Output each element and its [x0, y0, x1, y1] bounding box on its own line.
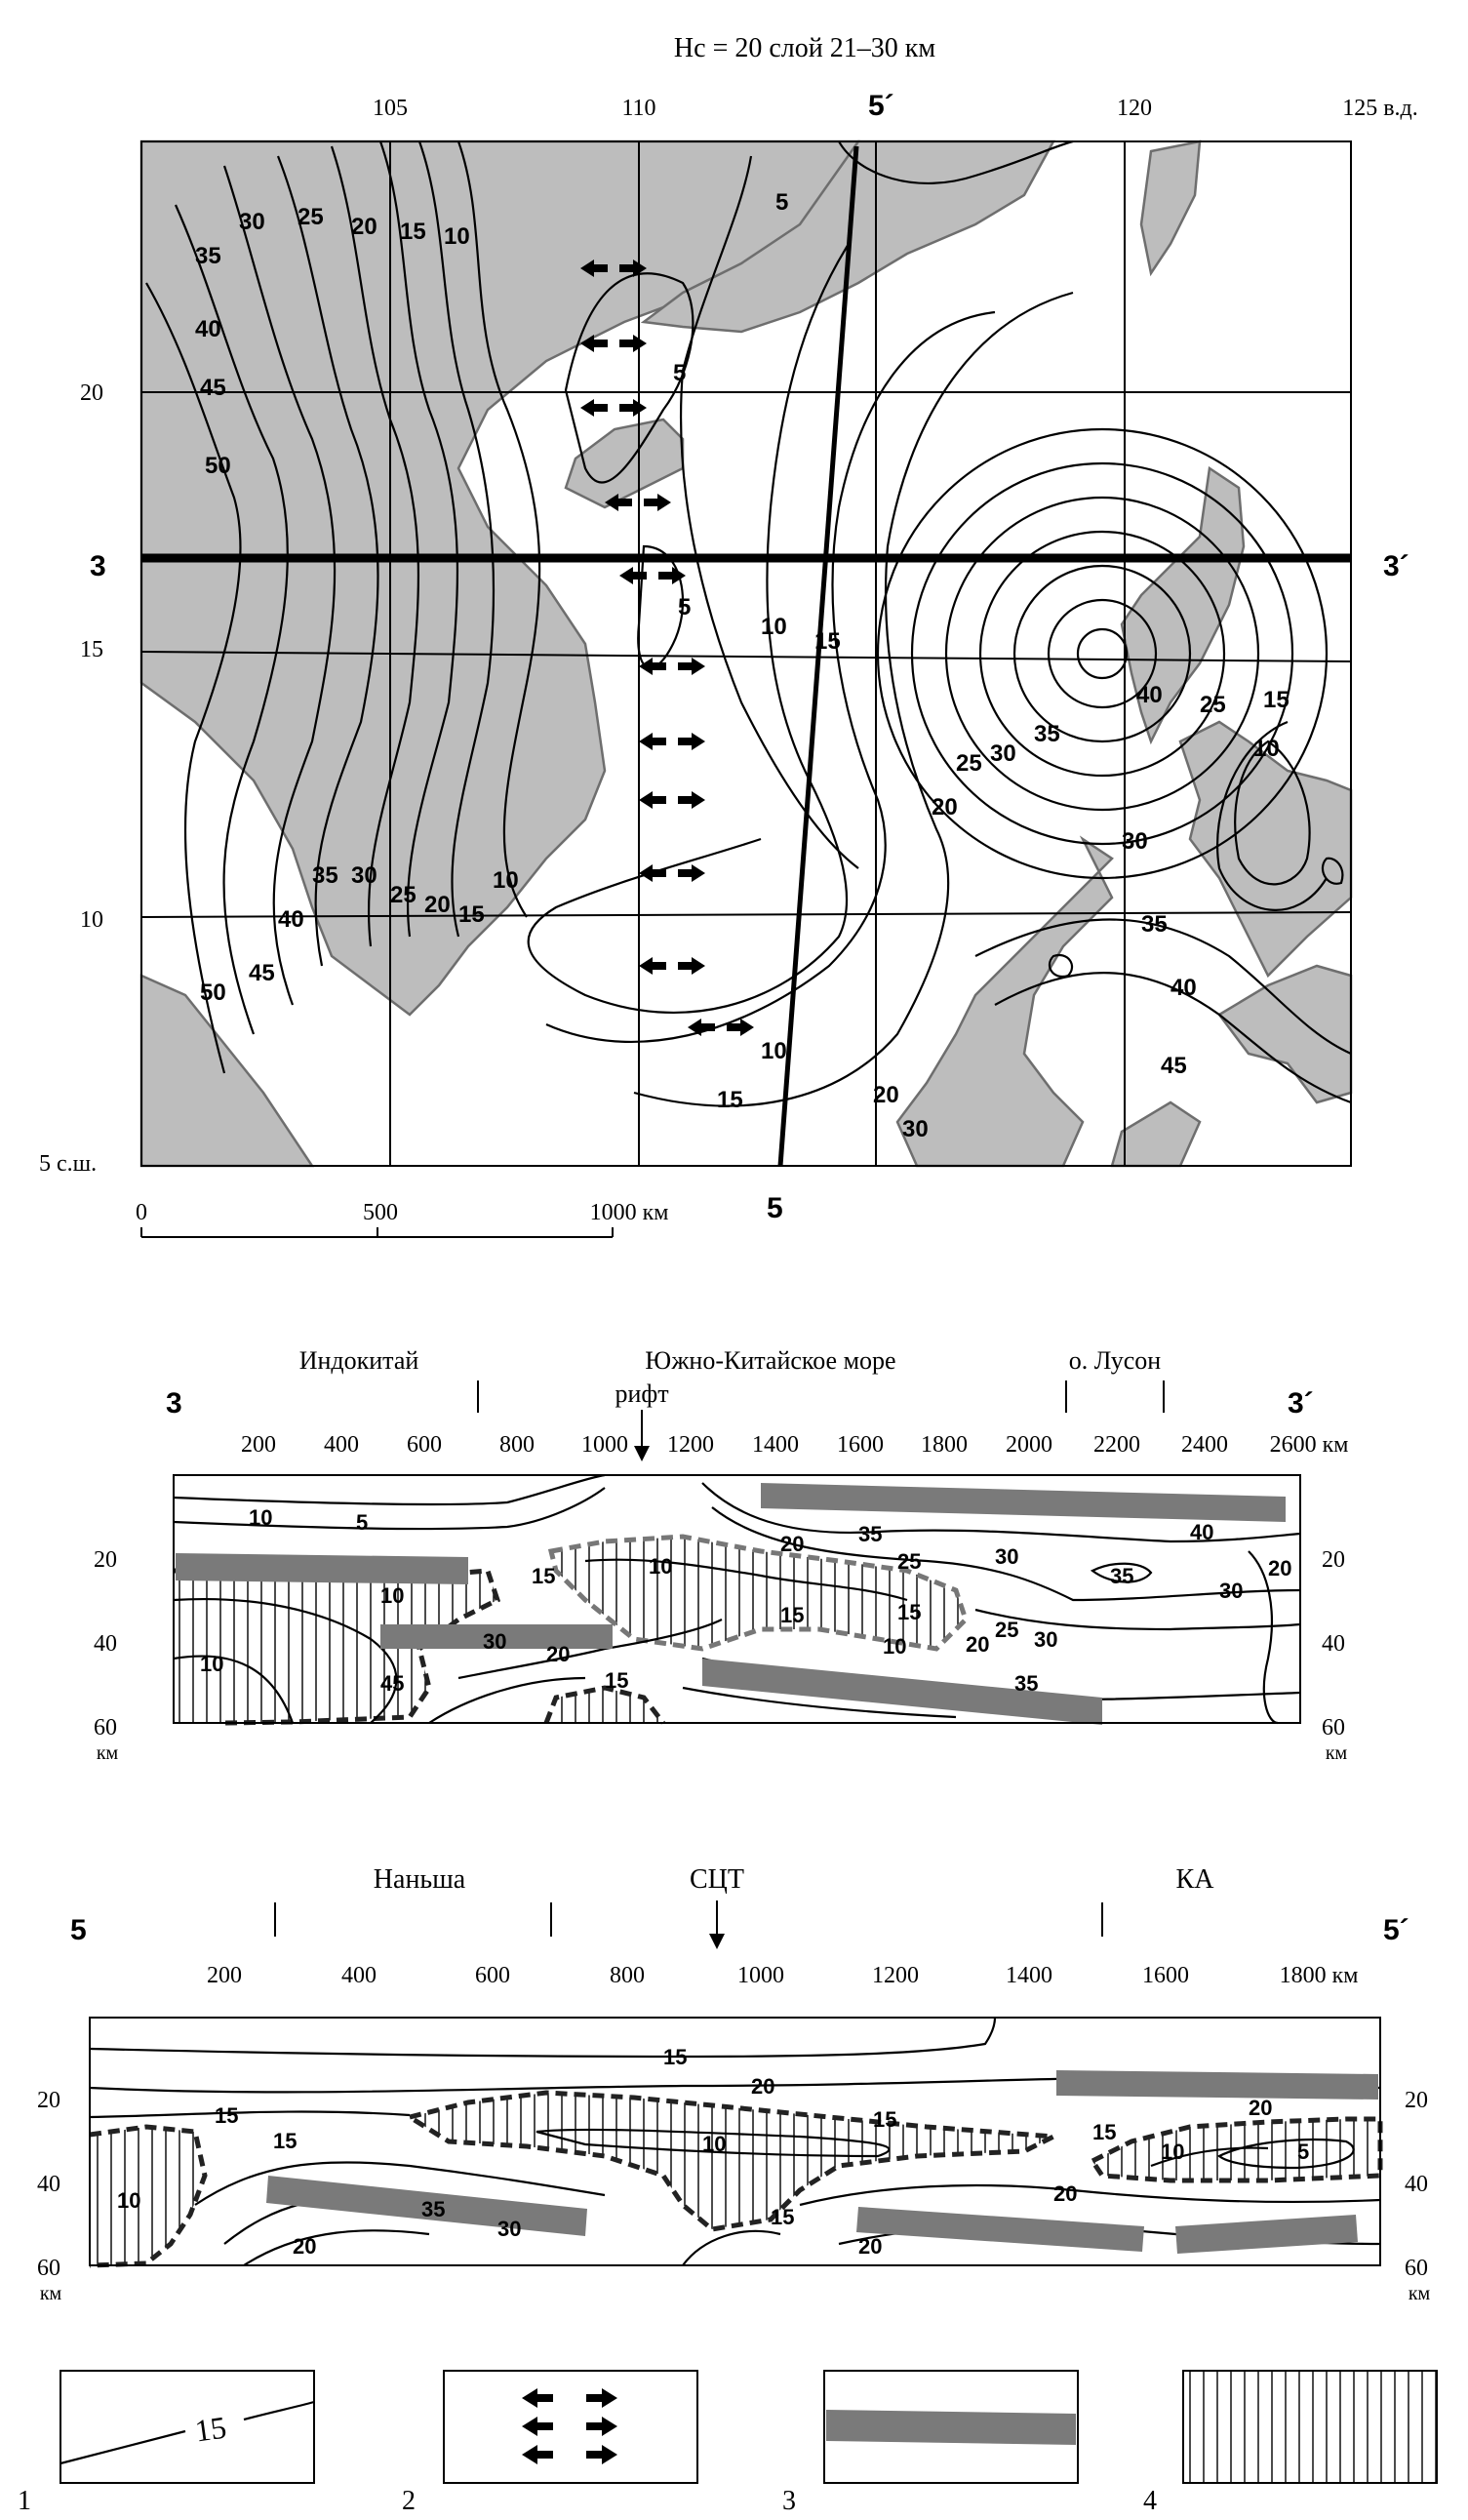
distance-tick: 1000: [737, 1963, 784, 1988]
depth-tick: 40: [94, 1631, 117, 1657]
contour-label: 35: [858, 1522, 883, 1546]
contour-label: 35: [1110, 1564, 1134, 1588]
distance-tick: 2200: [1093, 1432, 1140, 1458]
lat-label-15: 15: [80, 637, 103, 662]
depth-tick: 20: [1322, 1547, 1345, 1573]
contour-label: 45: [1161, 1053, 1187, 1079]
region-label-indochina: Индокитай: [298, 1346, 419, 1375]
section3-distance-ticks: [241, 1432, 1348, 1458]
contour-label: 45: [200, 375, 226, 401]
map-area: [141, 141, 1351, 1166]
legend-item-band: [782, 2371, 1078, 2516]
region-label-sct: СЦТ: [690, 1864, 744, 1895]
contour-label: 5: [673, 360, 687, 386]
contour-label: 15: [717, 1087, 743, 1113]
contour-label: 5: [1297, 2140, 1310, 2164]
seismic-band: [176, 1553, 468, 1584]
contour-label: 30: [497, 2217, 522, 2241]
contour-label: 20: [780, 1532, 805, 1556]
contour-label: 5: [775, 189, 789, 216]
region-label-ka: КА: [1175, 1864, 1214, 1895]
contour-label: 15: [780, 1603, 805, 1627]
section5-plot: [90, 2018, 1380, 2265]
profile-3-left-label: 3: [90, 550, 106, 582]
distance-tick: 1600: [1142, 1963, 1189, 1988]
contour-label: 35: [421, 2197, 446, 2221]
contour-label: 35: [1034, 721, 1060, 747]
legend-number: 2: [402, 2486, 416, 2516]
contour-label: 20: [751, 2074, 775, 2099]
depth-tick: 20: [1405, 2088, 1428, 2113]
contour-label: 15: [605, 1668, 629, 1693]
lat-label-20: 20: [80, 380, 103, 406]
legend-item-isoline: [18, 2371, 314, 2516]
lon-label-110: 110: [621, 96, 656, 121]
region-label-scs: Южно-Китайское море: [645, 1346, 896, 1375]
contour-label: 20: [1268, 1556, 1292, 1580]
legend: [18, 2371, 1437, 2516]
contour-label: 10: [649, 1554, 673, 1579]
region-label-rift: рифт: [615, 1380, 669, 1408]
contour-label: 10: [1161, 2140, 1185, 2164]
region-label-nansha: Наньша: [373, 1864, 466, 1895]
distance-tick: 2400: [1181, 1432, 1228, 1458]
distance-tick: 1800: [921, 1432, 968, 1458]
depth-tick: 20: [37, 2088, 60, 2113]
depth-unit: км: [96, 1742, 119, 1764]
section-3: [94, 1346, 1348, 1764]
distance-tick: 1200: [872, 1963, 919, 1988]
contour-label: 25: [390, 882, 417, 908]
legend-item-arrows: [402, 2371, 697, 2516]
distance-tick: 1600: [837, 1432, 884, 1458]
depth-tick: 60: [1322, 1715, 1345, 1740]
legend-number: 4: [1143, 2486, 1157, 2516]
legend-isoline-sample: 15: [192, 2409, 229, 2449]
lon-label-105: 105: [373, 96, 408, 121]
contour-label: 15: [663, 2045, 688, 2069]
contour-label: 45: [380, 1671, 405, 1696]
section3-start-label: 3: [166, 1387, 182, 1420]
contour-label: 25: [298, 204, 324, 230]
contour-label: 40: [1190, 1520, 1214, 1544]
distance-tick: 600: [475, 1963, 510, 1988]
scale-bar: [136, 1200, 668, 1237]
depth-tick: 40: [1322, 1631, 1345, 1657]
lon-label-125: 125 в.д.: [1342, 96, 1418, 121]
contour-label: 10: [883, 1634, 907, 1659]
lat-label-10: 10: [80, 907, 103, 933]
region-label-luzon: о. Лусон: [1068, 1346, 1162, 1375]
contour-label: 20: [351, 214, 377, 240]
contour-label: 25: [1200, 692, 1226, 718]
distance-tick: 1800 км: [1279, 1963, 1359, 1988]
contour-label: 5: [678, 594, 692, 620]
depth-tick: 20: [94, 1547, 117, 1573]
contour-label: 35: [195, 243, 221, 269]
contour-label: 10: [249, 1505, 273, 1530]
distance-tick: 1400: [752, 1432, 799, 1458]
distance-tick: 200: [207, 1963, 242, 1988]
contour-label: 50: [200, 980, 226, 1006]
map-panel: [39, 33, 1418, 1237]
contour-label: 10: [117, 2188, 141, 2213]
distance-tick: 1200: [667, 1432, 714, 1458]
contour-label: 45: [249, 960, 275, 986]
contour-label: 15: [400, 219, 426, 245]
distance-tick: 1400: [1006, 1963, 1052, 1988]
contour-label: 10: [702, 2132, 727, 2156]
map-title: Hc = 20 слой 21–30 км: [673, 33, 936, 63]
scale-label-500: 500: [363, 1200, 398, 1225]
contour-label: 20: [873, 1082, 899, 1108]
contour-label: 30: [1219, 1579, 1244, 1603]
contour-label: 30: [990, 740, 1016, 767]
profile-5-top-label: 5´: [868, 90, 894, 122]
contour-label: 15: [814, 628, 841, 655]
section5-end-label: 5´: [1383, 1914, 1409, 1946]
contour-label: 30: [483, 1629, 507, 1654]
depth-unit: км: [1325, 1742, 1348, 1764]
depth-tick: 60: [94, 1715, 117, 1740]
contour-label: 20: [858, 2234, 883, 2259]
contour-label: 15: [897, 1600, 922, 1624]
contour-label: 30: [351, 862, 377, 889]
contour-label: 30: [239, 209, 265, 235]
distance-tick: 800: [499, 1432, 535, 1458]
section5-start-label: 5: [70, 1914, 87, 1946]
contour-label: 10: [493, 867, 519, 894]
contour-label: 40: [278, 906, 304, 933]
legend-number: 3: [782, 2486, 796, 2516]
distance-tick: 600: [407, 1432, 442, 1458]
lon-label-120: 120: [1117, 96, 1152, 121]
contour-label: 20: [1053, 2181, 1078, 2206]
depth-unit: км: [1408, 2283, 1431, 2304]
distance-tick: 400: [341, 1963, 377, 1988]
section5-distance-ticks: [207, 1963, 1358, 1988]
distance-tick: 1000: [581, 1432, 628, 1458]
contour-label: 25: [897, 1549, 922, 1574]
contour-label: 20: [932, 794, 958, 820]
contour-label: 20: [293, 2234, 317, 2259]
contour-label: 10: [380, 1583, 405, 1608]
section3-end-label: 3´: [1288, 1387, 1314, 1420]
contour-label: 30: [1122, 828, 1148, 855]
legend-number: 1: [18, 2486, 31, 2516]
contour-label: 20: [424, 892, 451, 918]
contour-label: 10: [761, 614, 787, 640]
contour-label: 50: [205, 453, 231, 479]
depth-tick: 60: [1405, 2256, 1428, 2281]
contour-label: 10: [1253, 736, 1280, 762]
contour-label: 15: [1092, 2120, 1117, 2144]
contour-label: 40: [1136, 682, 1163, 708]
distance-tick: 2600 км: [1269, 1432, 1349, 1458]
section-5: [37, 1864, 1431, 2304]
distance-tick: 800: [610, 1963, 645, 1988]
depth-tick: 40: [1405, 2172, 1428, 2197]
contour-label: 10: [200, 1652, 224, 1676]
scale-label-0: 0: [136, 1200, 147, 1225]
contour-label: 30: [902, 1116, 929, 1142]
legend-item-hatch: [1143, 2371, 1437, 2516]
contour-label: 25: [995, 1618, 1019, 1642]
contour-label: 20: [966, 1632, 990, 1657]
contour-label: 25: [956, 750, 982, 777]
contour-label: 15: [458, 901, 485, 928]
contour-label: 20: [1249, 2096, 1273, 2120]
profile-5-bottom-label: 5: [767, 1192, 783, 1224]
contour-label: 5: [356, 1510, 369, 1535]
distance-tick: 2000: [1006, 1432, 1052, 1458]
contour-label: 30: [1034, 1627, 1058, 1652]
contour-label: 15: [873, 2107, 897, 2132]
contour-label: 15: [532, 1564, 556, 1588]
contour-label: 35: [1014, 1671, 1039, 1696]
contour-label: 40: [1170, 975, 1197, 1001]
contour-label: 35: [312, 862, 338, 889]
contour-label: 15: [1263, 687, 1289, 713]
profile-3-right-label: 3´: [1383, 550, 1409, 582]
distance-tick: 400: [324, 1432, 359, 1458]
depth-tick: 60: [37, 2256, 60, 2281]
depth-unit: км: [39, 2283, 62, 2304]
contour-label: 10: [761, 1038, 787, 1064]
section3-plot: [174, 1475, 1300, 1725]
contour-label: 30: [995, 1544, 1019, 1569]
contour-label: 10: [444, 223, 470, 250]
contour-label: 20: [546, 1642, 571, 1666]
distance-tick: 200: [241, 1432, 276, 1458]
contour-label: 15: [273, 2129, 298, 2153]
contour-label: 35: [1141, 911, 1168, 938]
seismic-band: [1056, 2070, 1378, 2100]
depth-tick: 40: [37, 2172, 60, 2197]
contour-label: 15: [771, 2205, 795, 2229]
scale-label-1000: 1000 км: [589, 1200, 669, 1225]
contour-label: 40: [195, 316, 221, 342]
lat-label-5: 5 с.ш.: [39, 1151, 98, 1177]
contour-label: 15: [215, 2103, 239, 2128]
